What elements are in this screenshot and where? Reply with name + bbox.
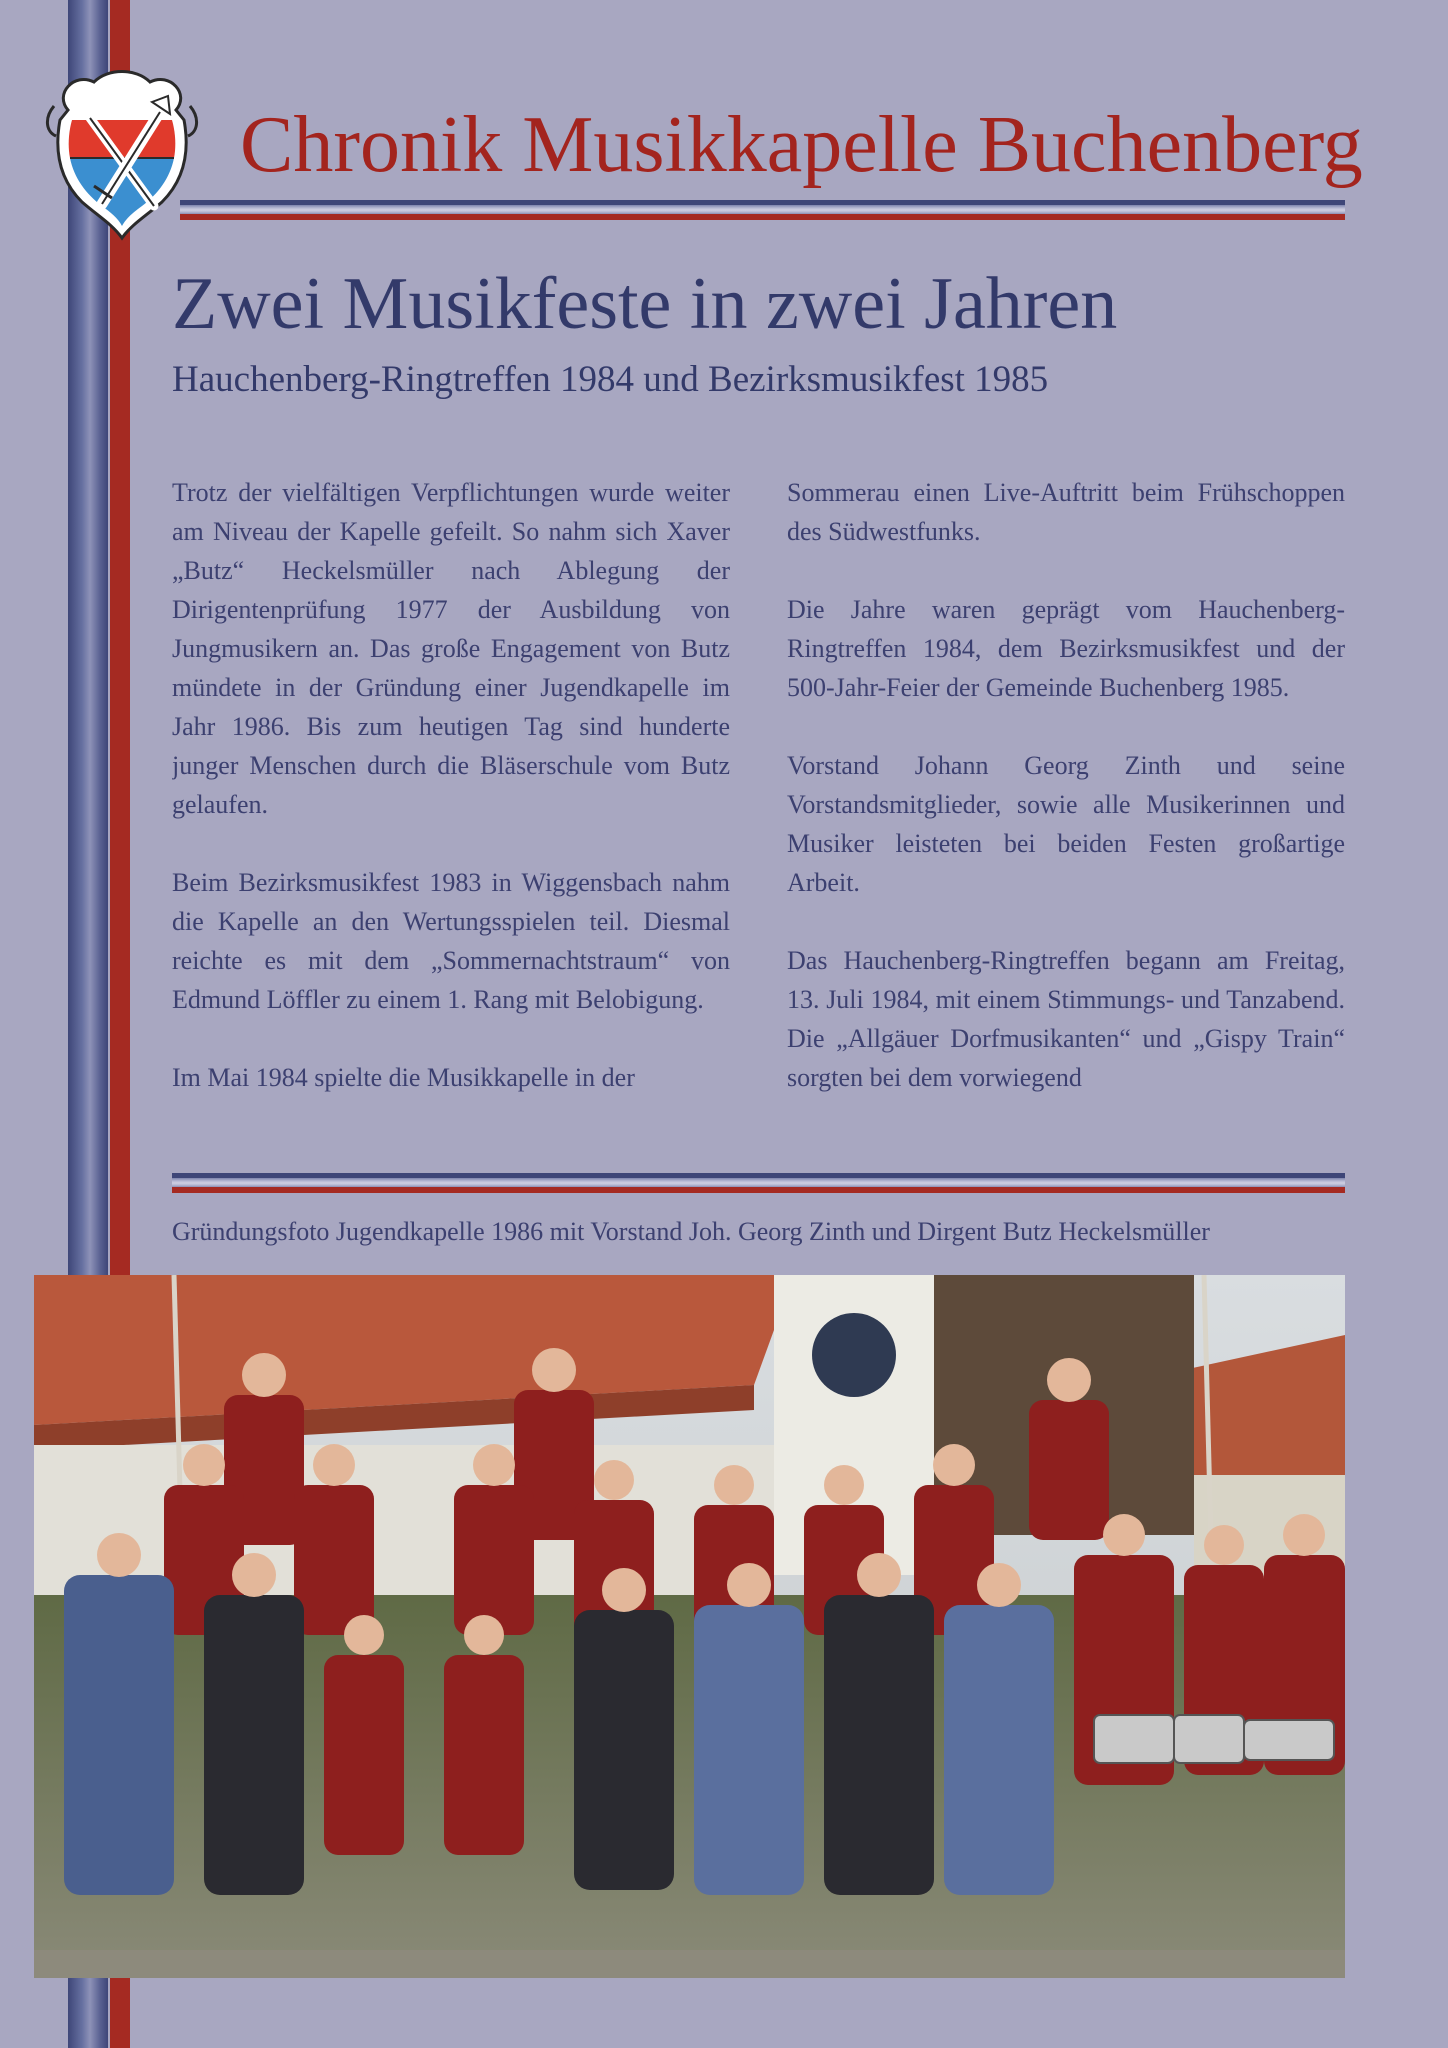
paragraph: Beim Bezirksmusikfest 1983 in Wiggensbach nahm die Kapelle an den Wertungsspielen teil. Diesmal reichte es mit dem „Sommernachtstraum“ von Edmund Löffler zu einem 1. Rang mit Belobigung.: [172, 868, 730, 1014]
band-group-photo: [34, 1275, 1345, 1978]
section-divider: [172, 1173, 1345, 1193]
article-title: Zwei Musikfeste in zwei Jahren: [172, 263, 1118, 345]
article-subtitle: Hauchenberg-Ringtreffen 1984 und Bezirksmusikfest 1985: [172, 359, 1049, 400]
chronicle-title: Chronik Musikkapelle Buchenberg: [240, 101, 1363, 189]
paragraph: Das Hauchenberg-Ringtreffen begann am Freitag, 13. Juli 1984, mit einem Stimmungs- und Tanzabend. Die „Allgäuer Dorfmusikanten“ und „Gispy Train“ sorgten bei dem vorwiegend: [787, 946, 1345, 1092]
photo-caption: Gründungsfoto Jugendkapelle 1986 mit Vorstand Joh. Georg Zinth und Dirgent Butz Heckelsmüller: [172, 1217, 1210, 1246]
text-column-left: [172, 473, 730, 1133]
paragraph: Trotz der vielfältigen Verpflichtungen wurde weiter am Niveau der Kapelle gefeilt. So nahm sich Xaver „Butz“ Heckelsmüller nach Ablegung der Dirigentenprüfung 1977 der Ausbildung von Jungmusikern an. Das große Engagement von Butz mündete in der Gründung einer Jugendkapelle im Jahr 1986. Bis zum heutigen Tag sind hunderte junger Menschen durch die Bläserschule vom Butz gelaufen.: [172, 478, 730, 819]
paragraph: Vorstand Johann Georg Zinth und seine Vorstandsmitglieder, sowie alle Musikerinnen und Musiker leisteten bei beiden Festen großartige Arbeit.: [787, 751, 1345, 897]
text-column-right: [787, 473, 1345, 1133]
paragraph: Im Mai 1984 spielte die Musikkapelle in der: [172, 1063, 635, 1092]
paragraph: Die Jahre waren geprägt vom Hauchenberg-Ringtreffen 1984, dem Bezirksmusikfest und der 500-Jahr-Feier der Gemeinde Buchenberg 1985.: [787, 595, 1345, 702]
paragraph: Sommerau einen Live-Auftritt beim Frühschoppen des Südwestfunks.: [787, 478, 1345, 546]
header-divider: [180, 200, 1345, 220]
